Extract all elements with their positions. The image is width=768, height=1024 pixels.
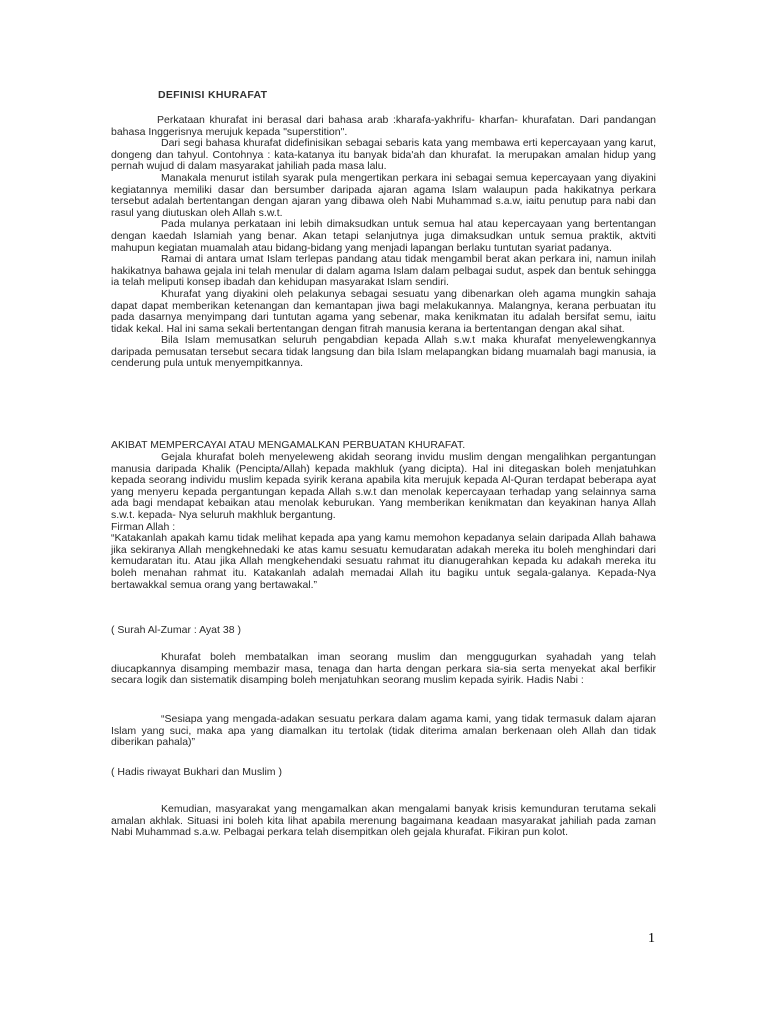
paragraph: Pada mulanya perkataan ini lebih dimaksudkan untuk semua hal atau kepercayaan yang bertentangan dengan kaedah Islamiah yang benar. Akan tetapi selanjutnya juga dimaksudkan untuk semua praktik, aktviti mahupun kegiatan muamalah atau bidang-bidang yang menjadi lapangan berlaku tuntutan syariat padanya.: [111, 218, 656, 254]
section-definition: [111, 115, 656, 370]
section-hadis-quote: [111, 714, 656, 749]
page-title: DEFINISI KHURAFAT: [158, 89, 268, 101]
quran-reference: ( Surah Al-Zumar : Ayat 38 ): [111, 624, 241, 636]
paragraph: Ramai di antara umat Islam terlepas pandang atau tidak mengambil berat akan perkara ini, namun inilah hakikatnya bahawa gejala ini telah menular di dalam agama Islam dalam pelbagai sudut, aspek dan bentuk sehingga ia telah meliputi konsep ibadah dan kehidupan masyarakat Islam sendiri.: [111, 253, 656, 289]
section-consequences: [111, 452, 656, 591]
paragraph: Dari segi bahasa khurafat didefinisikan sebagai sebaris kata yang membawa erti kepercayaan yang karut, dongeng dan tahyul. Contohnya : kata-katanya itu banyak bida'ah dan khurafat. Ia merupakan amalan hidup yang pernah wujud di dalam masyarakat jahiliah pada masa lalu.: [111, 137, 656, 173]
paragraph: Khurafat yang diyakini oleh pelakunya sebagai sesuatu yang dibenarkan oleh agama mungkin sahaja dapat dapat memberikan ketenangan dan kemantapan jiwa bagi melakukannya. Malangnya, kerana perbuatan itu pada dasarnya menyimpang dari tuntutan agama yang sebenar, maka kenikmatan itu adalah bersifat semu, iaitu tidak kekal. Hal ini sama sekali bertentangan dengan fitrah manusia kerana ia bertentangan dengan akal sihat.: [111, 287, 656, 335]
quran-quote: “Katakanlah apakah kamu tidak melihat kepada apa yang kamu memohon kepadanya selain daripada Allah bahawa jika sekiranya Allah mengkehnedaki ke atas kamu sesuatu kemudaratan adakah mereka itu boleh menghindari dari kemudaratan itu. Atau jika Allah mengkehendaki sesuatu rahmat itu dianugerahkan kepada ku adakah mereka itu boleh menahan rahmat itu. Katakanlah adalah memadai Allah itu bagiku untuk segala-galanya. Kepada-Nya bertawakkal semua orang yang bertawakal.”: [111, 532, 656, 591]
paragraph: Khurafat boleh membatalkan iman seorang muslim dan menggugurkan syahadah yang telah diucapkannya disamping membazir masa, tenaga dan harta dengan perkara sia-sia serta menyekat akal berfikir secara logik dan sistematik disamping boleh menjatuhkan seorang muslim kepada syirik. Hadis Nabi :: [111, 651, 656, 687]
section-final: [111, 804, 656, 839]
paragraph: Kemudian, masyarakat yang mengamalkan akan mengalami banyak krisis kemunduran terutama sekali amalan akhlak. Situasi ini boleh kita lihat apabila merenung bagaimana keadaan masyarakat jahiliah pada zaman Nabi Muhammad s.a.w. Pelbagai perkara telah disempitkan oleh gejala khurafat. Fikiran pun kolot.: [111, 803, 656, 839]
paragraph: Gejala khurafat boleh menyeleweng akidah seorang invidu muslim dengan mengalihkan pergantungan manusia daripada Khalik (Pencipta/Allah) kepada makhluk (yang dicipta). Hal ini ditegaskan boleh menjatuhkan kepada seorang individu muslim kepada syirik kerana apabila kita merujuk kepada Al-Quran terdapat beberapa ayat yang menyeru kepada pergantungan kepada Allah s.w.t dan menolak kepercayaan terhadap yang selainnya sama ada bagi mendapat kebaikan atau menolak keburukan. Yang memberikan kenikmatan dan keyakinan hanya Allah s.w.t. kepada- Nya seluruh makhluk bergantung.: [111, 451, 656, 521]
paragraph: Bila Islam memusatkan seluruh pengabdian kepada Allah s.w.t maka khurafat menyelewengkannya daripada pemusatan tersebut secara tidak langsung dan bila Islam melapangkan bidang muamalah bagi manusia, ia cenderung pula untuk menyempitkannya.: [111, 334, 656, 370]
hadis-quote: “Sesiapa yang mengada-adakan sesuatu perkara dalam agama kami, yang tidak termasuk dalam ajaran Islam yang suci, maka apa yang diamalkan itu tertolak (tidak diterima amalan berkenaan oleh Allah dan tidak diberikan pahala)”: [111, 713, 656, 749]
section-hadis-intro: [111, 652, 656, 687]
paragraph: Manakala menurut istilah syarak pula mengertikan perkara ini sebagai semua kepercayaan yang diyakini kegiatannya memiliki dasar dan bersumber daripada ajaran agama Islam walaupun pada hakikatnya perkara tersebut adalah bertentangan dengan ajaran yang dibawa oleh Nabi Muhammad s.a.w, iaitu penutup para nabi dan rasul yang diutuskan oleh Allah s.w.t.: [111, 171, 656, 219]
page-number: 1: [648, 931, 655, 946]
hadis-reference: ( Hadis riwayat Bukhari dan Muslim ): [111, 766, 282, 778]
section-heading: AKIBAT MEMPERCAYAI ATAU MENGAMALKAN PERBUATAN KHURAFAT.: [111, 439, 466, 451]
firman-label: Firman Allah :: [111, 520, 176, 533]
paragraph: Perkataan khurafat ini berasal dari bahasa arab :kharafa-yakhrifu- kharfan- khurafatan. Dari pandangan bahasa Inggerisnya merujuk kepada "superstition".: [111, 114, 656, 138]
